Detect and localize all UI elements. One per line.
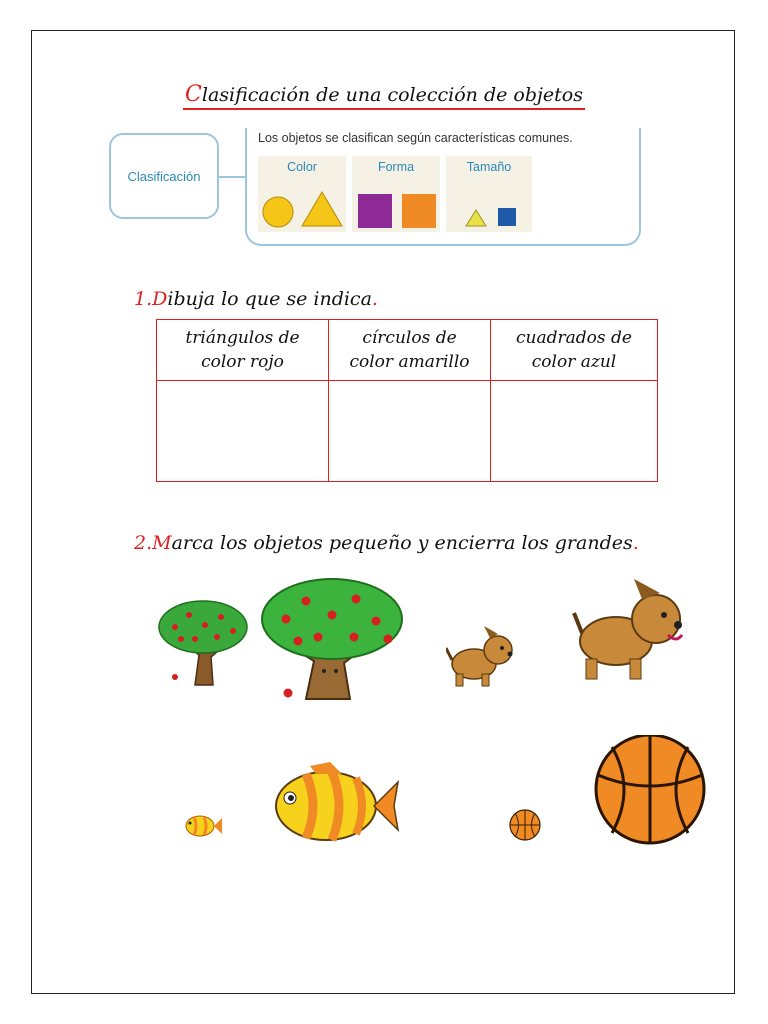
drawing-cell-triangles[interactable] — [157, 381, 329, 482]
small-tree-image[interactable] — [155, 595, 250, 690]
big-ball-image[interactable] — [590, 735, 710, 845]
classification-label: Clasificación — [127, 168, 201, 184]
column-header-red-triangles: triángulos de color rojo — [157, 320, 329, 381]
connector-line — [219, 176, 245, 178]
title-first-letter: C — [185, 82, 202, 107]
classification-box — [109, 133, 219, 219]
page-title — [0, 82, 768, 107]
category-size-label: Tamaño — [466, 160, 512, 174]
category-size — [446, 156, 532, 232]
yellow-circle-icon — [263, 197, 293, 227]
big-dog-image[interactable] — [572, 577, 690, 685]
category-color — [258, 156, 346, 232]
column-header-blue-squares: cuadrados de color azul — [491, 320, 658, 381]
classification-description: Los objetos se clasifican según características comunes. — [258, 131, 573, 145]
yellow-triangle-icon — [302, 192, 342, 226]
orange-square-icon — [402, 194, 436, 228]
drawing-cell-circles[interactable] — [329, 381, 491, 482]
big-tree-image[interactable] — [258, 575, 408, 705]
category-shape-label: Forma — [377, 160, 415, 174]
small-triangle-icon — [466, 210, 486, 226]
small-dog-image[interactable] — [446, 624, 518, 690]
column-header-yellow-circles: círculos de color amarillo — [329, 320, 491, 381]
small-fish-image[interactable] — [182, 812, 222, 840]
drawing-cell-squares[interactable] — [491, 381, 658, 482]
purple-square-icon — [358, 194, 392, 228]
big-fish-image[interactable] — [270, 762, 400, 844]
category-color-label: Color — [287, 160, 317, 174]
title-text: lasificación de una colección de objetos — [201, 84, 583, 106]
category-shape — [352, 156, 440, 232]
drawing-table — [156, 319, 658, 482]
question-2-title: 2.Marca los objetos pequeño y encierra los grandes. — [134, 532, 639, 554]
small-blue-square-icon — [498, 208, 516, 226]
question-1-title: 1.Dibuja lo que se indica. — [134, 288, 378, 310]
small-ball-image[interactable] — [508, 808, 542, 842]
